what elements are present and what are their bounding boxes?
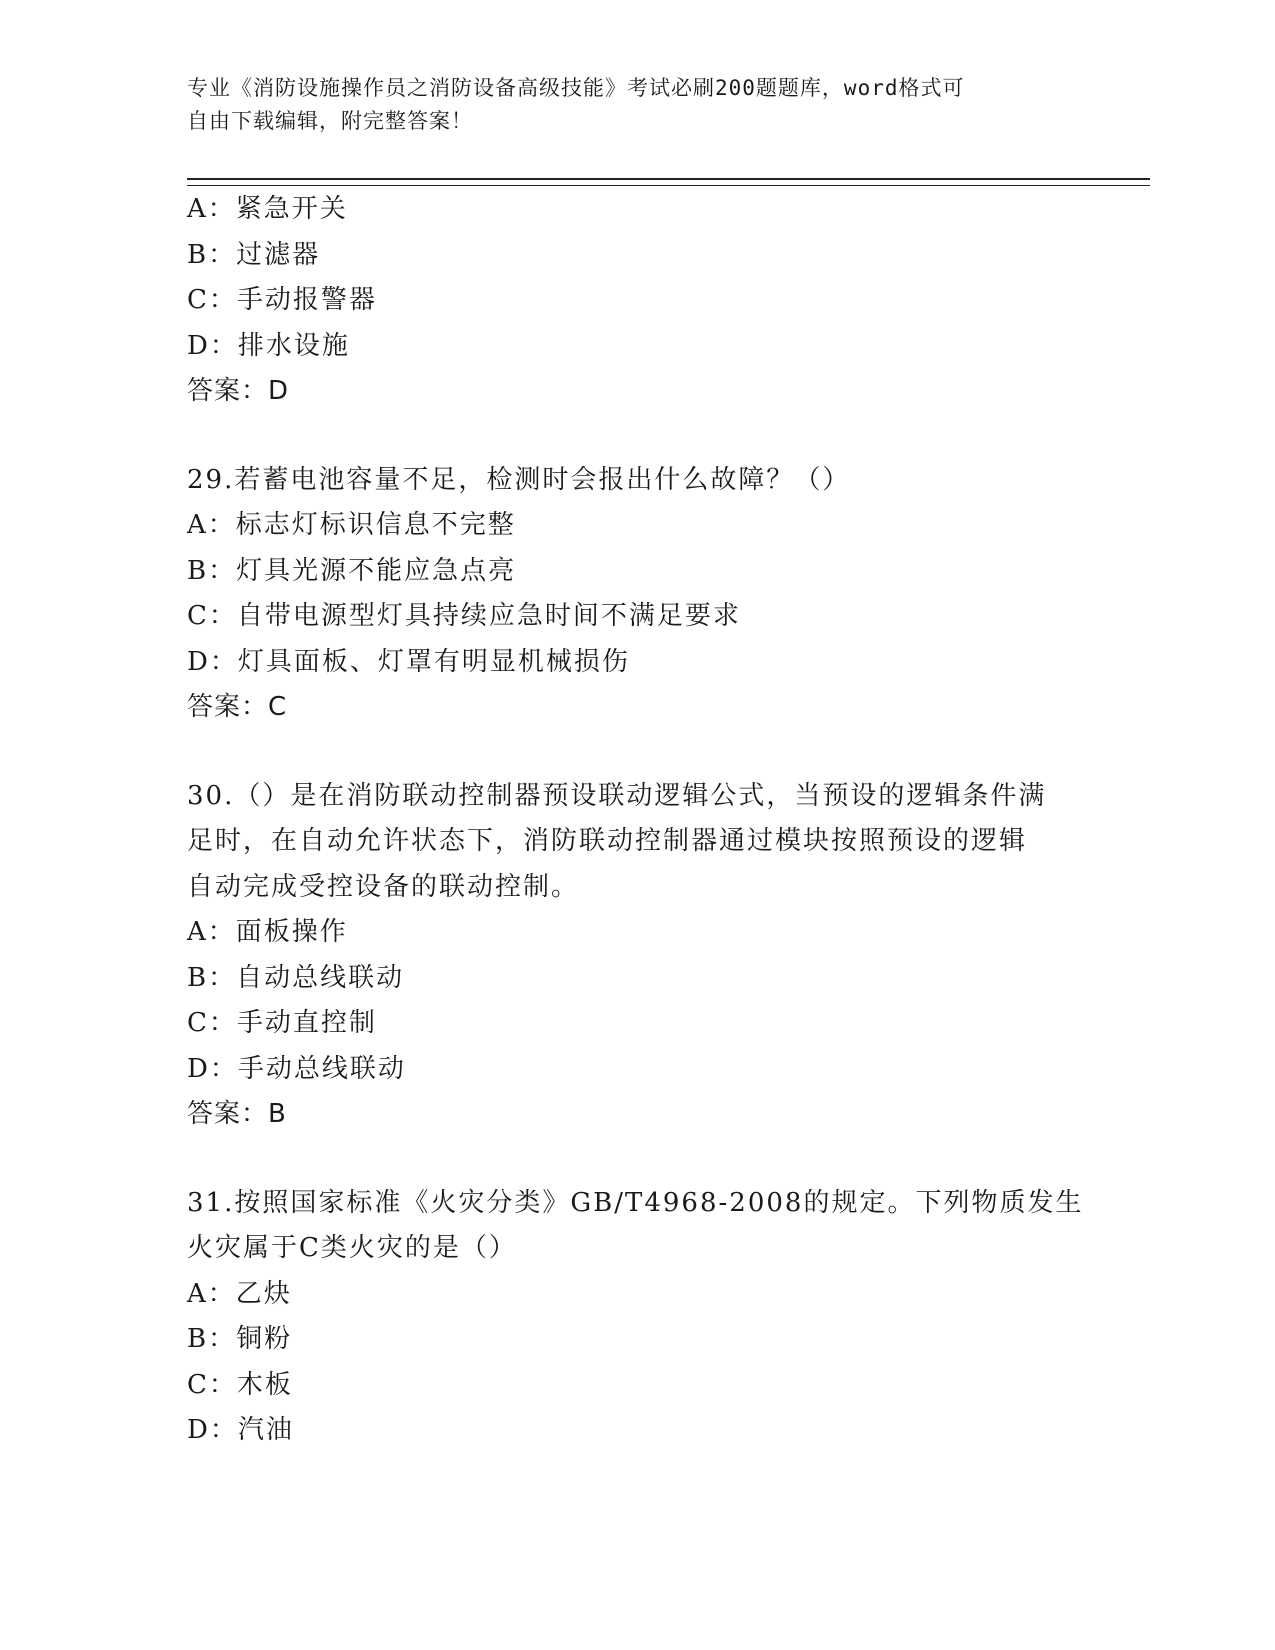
question-stem: 30.（）是在消防联动控制器预设联动逻辑公式，当预设的逻辑条件满 <box>187 780 1047 811</box>
question-28 <box>187 187 1117 415</box>
answer: 答案：B <box>187 1099 287 1129</box>
question-stem: 火灾属于C类火灾的是（） <box>187 1233 517 1263</box>
question-stem: 31.按照国家标准《火灾分类》GB/T4968-2008的规定。下列物质发生 <box>187 1187 1084 1218</box>
header-divider <box>187 178 1150 186</box>
option-c: C：手动直控制 <box>187 1008 377 1038</box>
option-b: B：灯具光源不能应急点亮 <box>187 555 517 586</box>
question-30 <box>187 774 1117 1138</box>
option-c: C：自带电源型灯具持续应急时间不满足要求 <box>187 601 741 631</box>
header-line-2: 自由下载编辑，附完整答案！ <box>187 109 473 133</box>
question-stem: 足时，在自动允许状态下，消防联动控制器通过模块按照预设的逻辑 <box>187 826 1028 856</box>
option-d: D：手动总线联动 <box>187 1053 406 1084</box>
header-line-1: 专业《消防设施操作员之消防设备高级技能》考试必刷200题题库，word格式可 <box>187 76 965 100</box>
question-list <box>187 187 1117 1454</box>
page-header <box>187 72 1067 138</box>
option-b: B：自动总线联动 <box>187 962 405 993</box>
option-a: A：面板操作 <box>187 917 348 947</box>
question-31 <box>187 1181 1117 1454</box>
question-29 <box>187 458 1117 731</box>
question-stem: 29.若蓄电池容量不足，检测时会报出什么故障？（） <box>187 464 851 495</box>
answer: 答案：D <box>187 376 290 406</box>
option-d: D：灯具面板、灯罩有明显机械损伤 <box>187 646 630 677</box>
option-c: C：木板 <box>187 1369 293 1400</box>
option-c: C：手动报警器 <box>187 285 377 315</box>
option-a: A：紧急开关 <box>187 194 348 224</box>
option-d: D：汽油 <box>187 1415 294 1445</box>
option-b: B：过滤器 <box>187 239 321 270</box>
option-a: A：乙炔 <box>187 1278 292 1309</box>
option-b: B：铜粉 <box>187 1324 293 1354</box>
answer: 答案：C <box>187 692 288 722</box>
option-a: A：标志灯标识信息不完整 <box>187 510 516 540</box>
option-d: D：排水设施 <box>187 330 350 361</box>
question-stem: 自动完成受控设备的联动控制。 <box>187 871 580 902</box>
